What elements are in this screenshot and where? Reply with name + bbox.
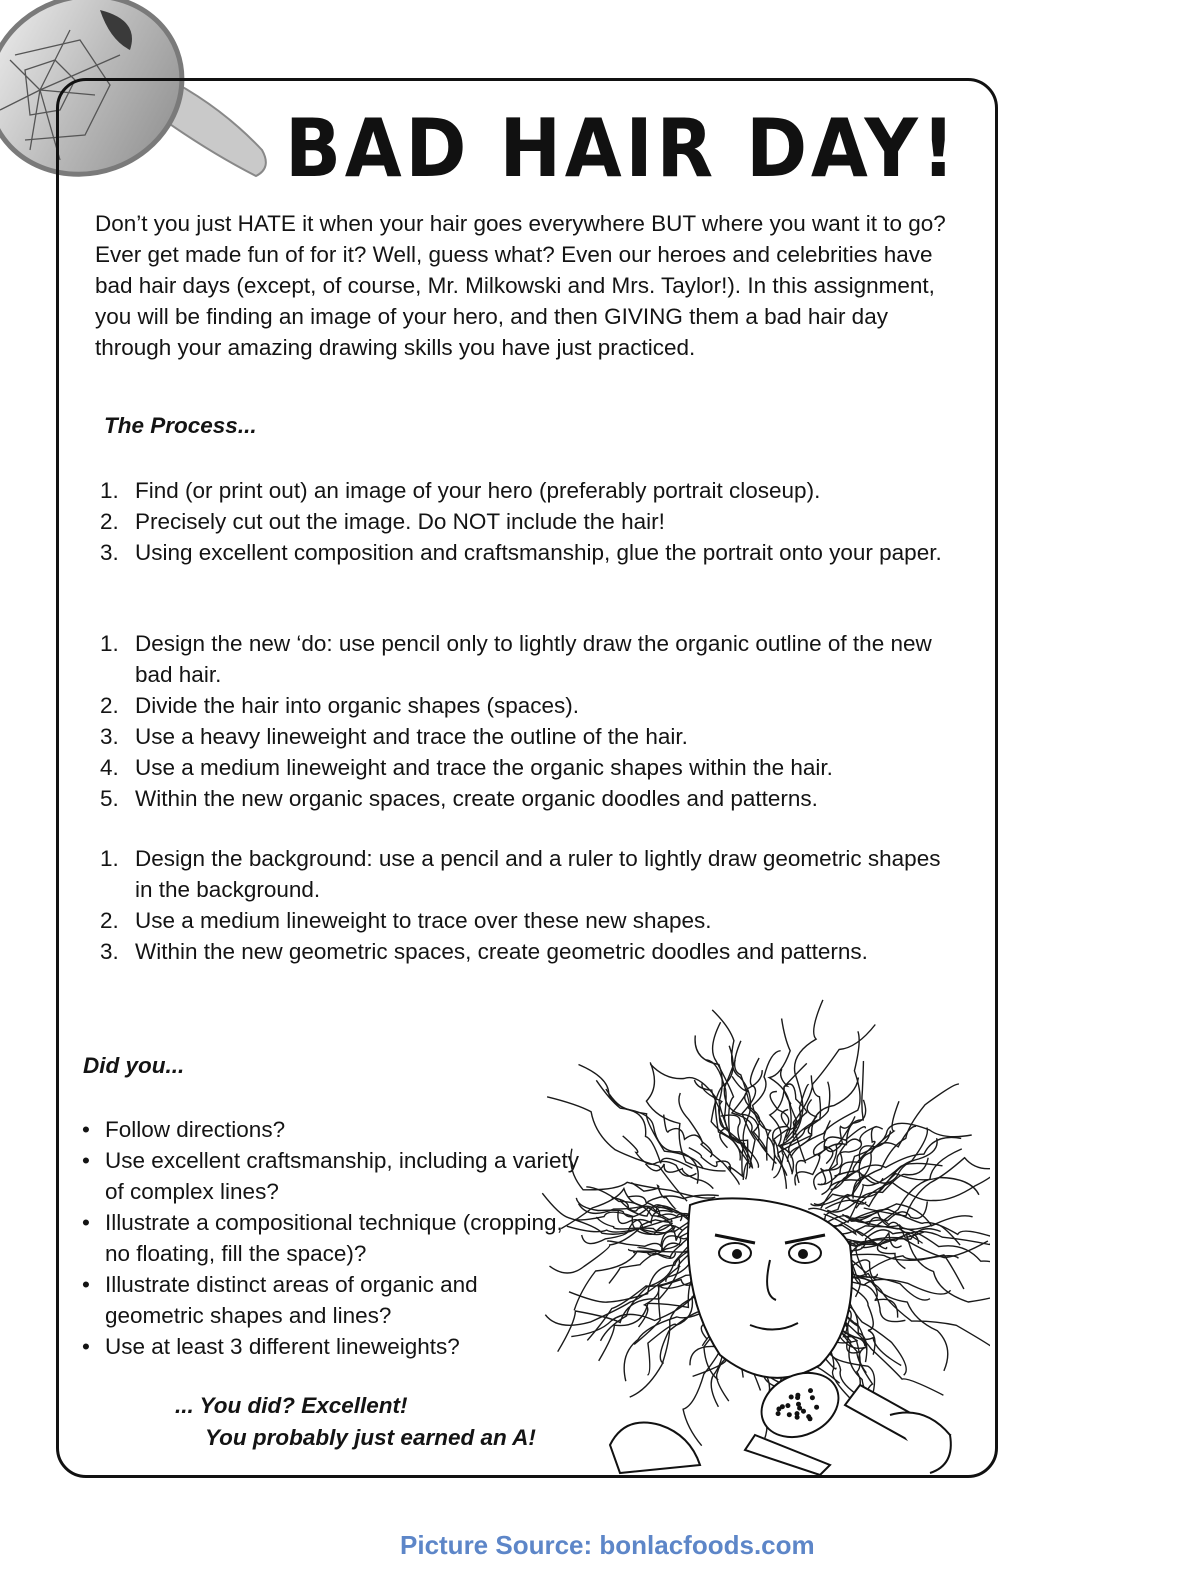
list-item <box>100 905 960 936</box>
bad-hair-girl-illustration <box>530 995 990 1475</box>
checklist-item <box>82 1269 582 1331</box>
checklist-text: Illustrate distinct areas of organic and geometric shapes and lines? <box>105 1272 478 1328</box>
step-text: Find (or print out) an image of your hero (preferably portrait closeup). <box>135 478 821 503</box>
step-number: 3. <box>100 939 119 964</box>
list-item <box>100 475 960 506</box>
step-text: Design the new ‘do: use pencil only to lightly draw the organic outline of the new bad hair. <box>135 631 932 687</box>
step-number: 1. <box>100 478 119 503</box>
bullet-icon: • <box>82 1210 90 1235</box>
bullet-icon: • <box>82 1148 90 1173</box>
checklist-item <box>82 1207 582 1269</box>
process-heading: The Process... <box>104 413 257 438</box>
bullet-icon: • <box>82 1117 90 1142</box>
checklist-item <box>82 1145 582 1207</box>
step-number: 1. <box>100 846 119 871</box>
list-item <box>100 752 960 783</box>
checklist-text: Use excellent craftsmanship, including a variety of complex lines? <box>105 1148 579 1204</box>
list-item <box>100 628 960 690</box>
step-number: 4. <box>100 755 119 780</box>
checklist-text: Illustrate a compositional technique (cropping, no floating, fill the space)? <box>105 1210 563 1266</box>
list-item <box>100 843 960 905</box>
checklist-text: Use at least 3 different lineweights? <box>105 1334 460 1359</box>
brush-bristle <box>795 1395 800 1400</box>
step-text: Precisely cut out the image. Do NOT include the hair! <box>135 509 665 534</box>
bullet-icon: • <box>82 1334 90 1359</box>
brush-bristle <box>789 1395 794 1400</box>
closing-line-2: You probably just earned an A! <box>205 1425 536 1450</box>
hair-strand <box>820 1204 973 1236</box>
brush-bristle <box>780 1404 785 1409</box>
brush-bristle <box>787 1412 792 1417</box>
checklist-item <box>82 1331 582 1362</box>
hair-strand <box>852 1084 959 1195</box>
checklist-item <box>82 1114 582 1145</box>
picture-source: Picture Source: bonlacfoods.com <box>400 1530 815 1560</box>
brush-bristle <box>795 1415 800 1420</box>
step-number: 2. <box>100 693 119 718</box>
brush-bristle <box>776 1411 781 1416</box>
brush-bristle <box>785 1403 790 1408</box>
step-text: Divide the hair into organic shapes (spaces). <box>135 693 579 718</box>
checklist <box>82 1114 582 1362</box>
list-item <box>100 721 960 752</box>
checklist-heading: Did you... <box>83 1053 185 1078</box>
step-number: 5. <box>100 786 119 811</box>
brush-bristle <box>810 1395 815 1400</box>
step-text: Design the background: use a pencil and a ruler to lightly draw geometric shapes in the background. <box>135 846 941 902</box>
step-text: Within the new organic spaces, create organic doodles and patterns. <box>135 786 818 811</box>
brush-bristle <box>806 1414 811 1419</box>
list-item <box>100 506 960 537</box>
step-text: Using excellent composition and craftsmanship, glue the portrait onto your paper. <box>135 540 942 565</box>
hair-strand <box>773 1085 808 1178</box>
hair-strand <box>689 1148 744 1178</box>
step-text: Use a heavy lineweight and trace the outline of the hair. <box>135 724 688 749</box>
page-title: BAD HAIR DAY! <box>285 102 959 195</box>
brush-bristle <box>814 1405 819 1410</box>
bullet-icon: • <box>82 1272 90 1297</box>
closing-line-1: ... You did? Excellent! <box>175 1393 408 1418</box>
step-text: Within the new geometric spaces, create geometric doodles and patterns. <box>135 939 868 964</box>
step-list-background <box>100 843 960 967</box>
face <box>688 1198 852 1378</box>
step-list-portrait <box>100 475 960 568</box>
list-item <box>100 690 960 721</box>
hair-strand <box>769 1019 791 1138</box>
brush-bristle <box>808 1388 813 1393</box>
step-list-hair <box>100 628 960 814</box>
step-number: 2. <box>100 908 119 933</box>
brush-bristle <box>801 1409 806 1414</box>
intro-paragraph: Don’t you just HATE it when your hair goes everywhere BUT where you want it to go? Ever get made fun of for it? Well, guess what? Even our heroes and celebrities have bad hair days (except, of course, Mr. Milkowski and Mrs. Taylor!). In this assignment, you will be finding an image of your hero, and then GIVING them a bad hair day through your amazing drawing skills you have just practiced. <box>95 211 946 360</box>
closing-message <box>175 1390 536 1454</box>
step-text: Use a medium lineweight and trace the organic shapes within the hair. <box>135 755 833 780</box>
brush-bristle <box>796 1402 801 1407</box>
step-number: 2. <box>100 509 119 534</box>
step-text: Use a medium lineweight to trace over these new shapes. <box>135 908 712 933</box>
step-number: 1. <box>100 631 119 656</box>
checklist-text: Follow directions? <box>105 1117 286 1142</box>
list-item <box>100 783 960 814</box>
list-item <box>100 537 960 568</box>
step-number: 3. <box>100 540 119 565</box>
step-number: 3. <box>100 724 119 749</box>
list-item <box>100 936 960 967</box>
